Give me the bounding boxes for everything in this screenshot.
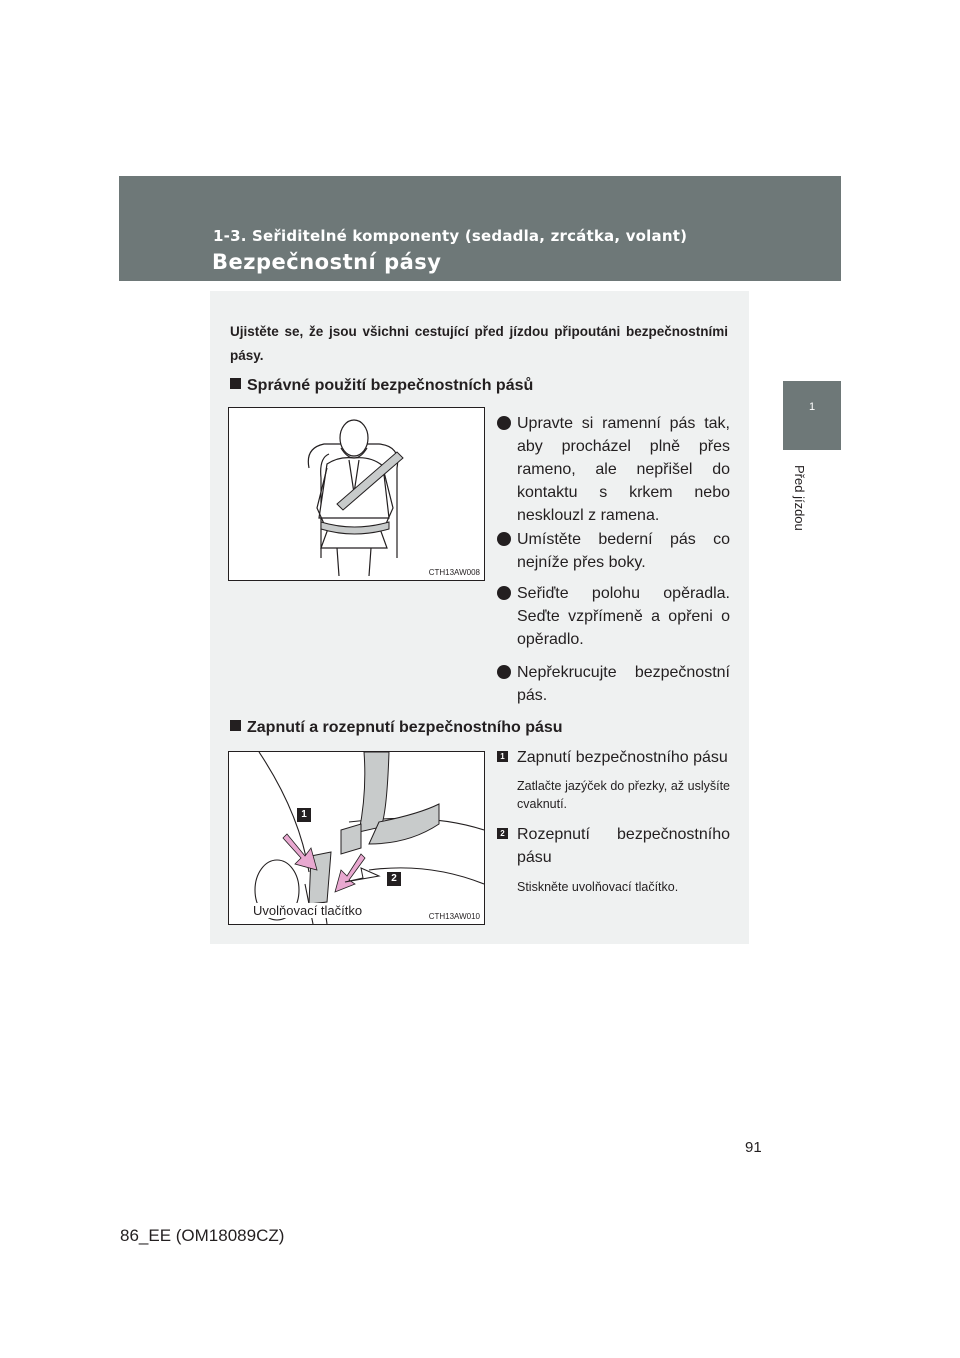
- intro-text: Ujistěte se, že jsou všichni cestující před jízdou připoutáni bezpečnostními pásy.: [230, 324, 728, 363]
- square-bullet-icon: [230, 720, 241, 731]
- page-number: 91: [745, 1139, 762, 1156]
- document-code: 86_EE (OM18089CZ): [120, 1226, 285, 1245]
- buckle-illustration: [229, 752, 484, 924]
- release-button-caption: Uvolňovací tlačítko: [253, 903, 363, 918]
- step-release: 2 Rozepnutí bezpečnostního pásu: [497, 823, 730, 869]
- chapter-header: [119, 176, 841, 281]
- subheading-fasten-release: Zapnutí a rozepnutí bezpečnostního pásu: [230, 719, 563, 737]
- bullet-dot-icon: [497, 416, 511, 430]
- chapter-tab: [783, 381, 841, 450]
- figure-code: CTH13AW010: [428, 912, 480, 921]
- step-fasten: 1 Zapnutí bezpečnostního pásu: [497, 746, 730, 769]
- step-number-1: 1: [497, 751, 508, 762]
- step-number-2: 2: [497, 828, 508, 839]
- page-title: Bezpečnostní pásy: [212, 250, 442, 274]
- subheading-correct-use: Správné použití bezpečnostních pásů: [230, 377, 533, 395]
- figure-buckle: [228, 751, 485, 925]
- bullet-dot-icon: [497, 665, 511, 679]
- callout-2: 2: [387, 872, 401, 886]
- section-title: 1-3. Seřiditelné komponenty (sedadla, zrcátka, volant): [213, 227, 688, 245]
- square-bullet-icon: [230, 378, 241, 389]
- chapter-label: Před jízdou: [792, 465, 807, 531]
- seatbelt-person-illustration: [229, 408, 484, 580]
- bullet-seatback: Seřiďte polohu opěradla. Seďte vzpřímeně a opřeni o opěradlo.: [497, 582, 730, 651]
- callout-1: 1: [297, 808, 311, 822]
- bullet-lap-belt: Umístěte bederní pás co nejníže přes boky.: [497, 528, 730, 574]
- figure-code: CTH13AW008: [428, 568, 480, 577]
- content-panel: [210, 291, 749, 944]
- note-fasten: Zatlačte jazýček do přezky, až uslyšíte cvaknutí.: [517, 779, 730, 811]
- note-release: Stiskněte uvolňovací tlačítko.: [517, 880, 679, 894]
- bullet-dot-icon: [497, 532, 511, 546]
- bullet-shoulder-belt: Upravte si ramenní pás tak, aby procházel plně přes rameno, ale nepřišel do kontaktu s krkem nebo nesklouzl z ramena.: [497, 412, 730, 527]
- bullet-no-twist: Nepřekrucujte bezpečnostní pás.: [497, 661, 730, 707]
- bullet-dot-icon: [497, 586, 511, 600]
- figure-seated-person: [228, 407, 485, 581]
- chapter-number: 1: [808, 401, 816, 413]
